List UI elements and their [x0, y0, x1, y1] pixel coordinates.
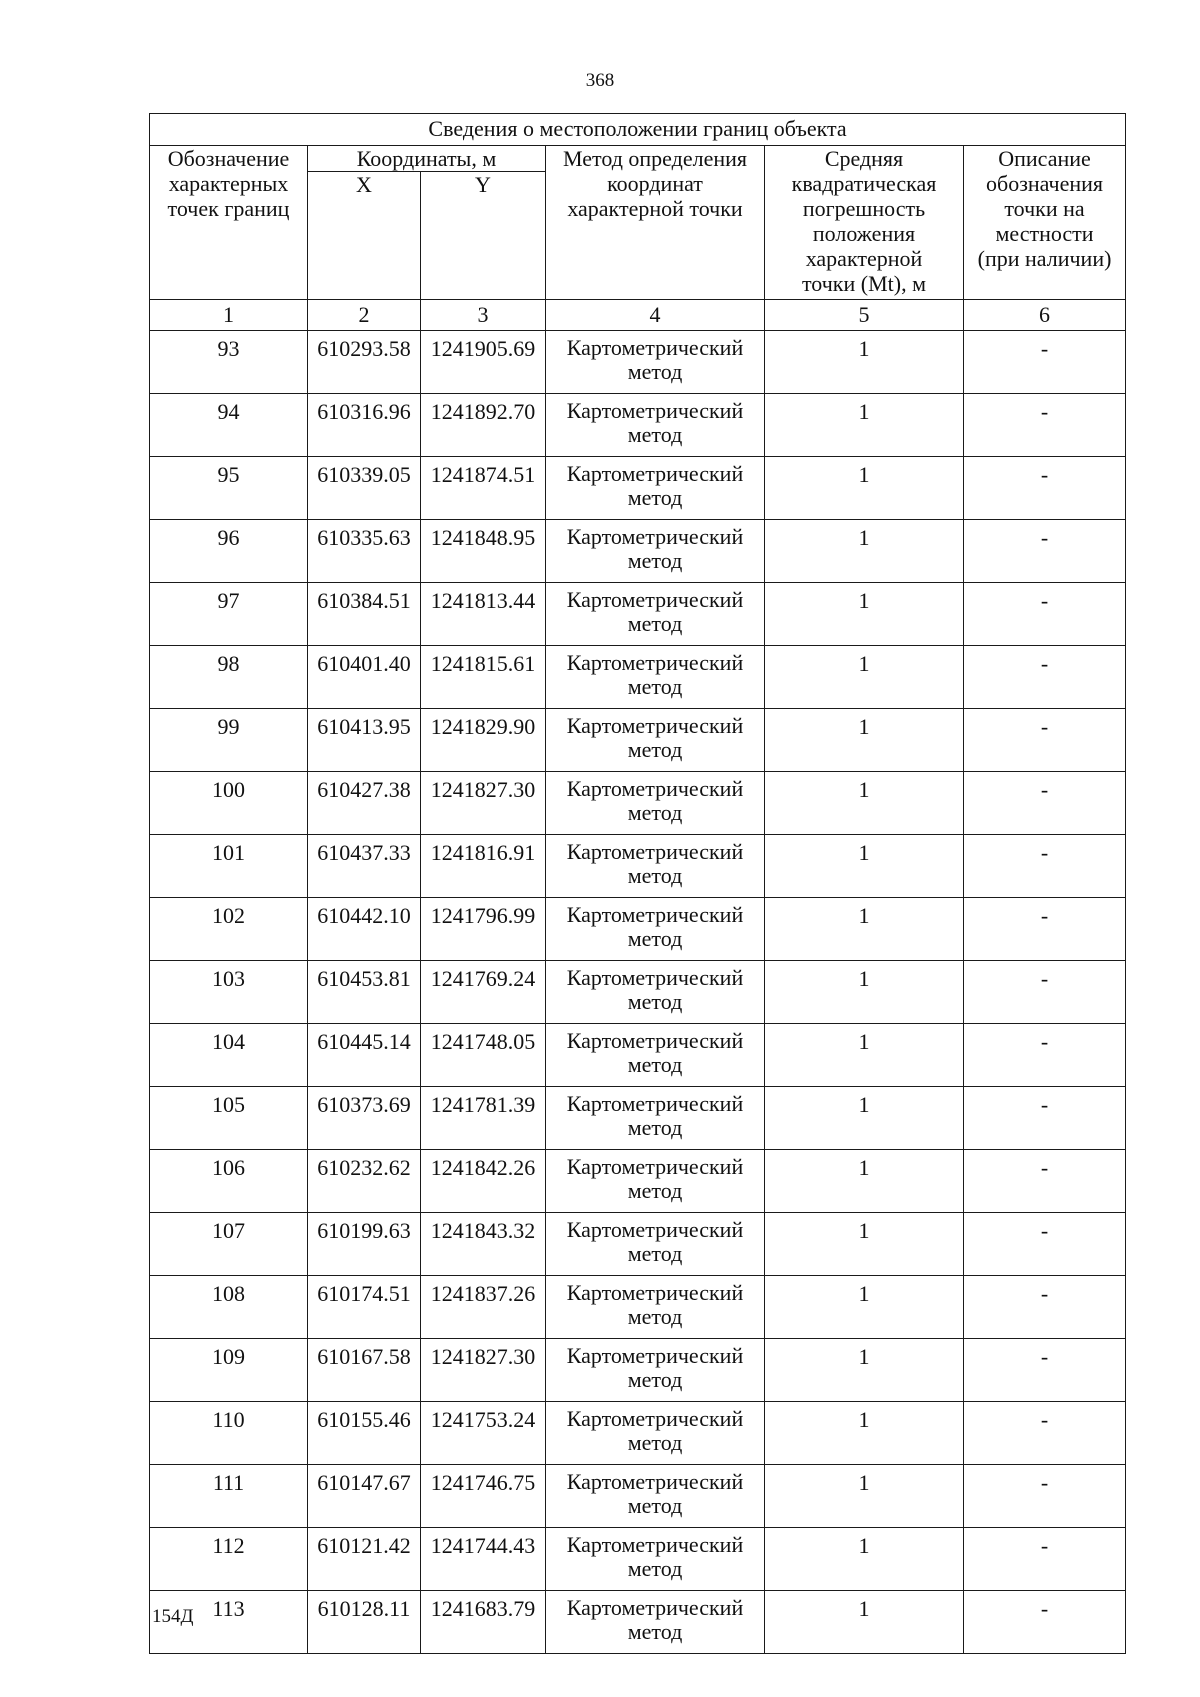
x-coordinate-cell: 610199.63 [308, 1213, 421, 1276]
method-line: Картометрический [566, 335, 744, 360]
table-row [150, 583, 1126, 646]
accuracy-cell: 1 [765, 331, 964, 394]
method-cell [546, 772, 765, 835]
method-cell [546, 457, 765, 520]
y-coordinate-cell: 1241829.90 [421, 709, 546, 772]
accuracy-cell: 1 [765, 1087, 964, 1150]
method-line: Картометрический [566, 524, 744, 549]
point-number-cell: 112 [150, 1528, 308, 1591]
method-line: Картометрический [566, 1028, 744, 1053]
method-line: метод [627, 1304, 683, 1329]
x-coordinate-cell: 610453.81 [308, 961, 421, 1024]
column-number: 6 [964, 300, 1126, 331]
table-row [150, 394, 1126, 457]
method-line: Картометрический [566, 1280, 744, 1305]
y-coordinate-cell: 1241892.70 [421, 394, 546, 457]
method-line: метод [627, 1556, 683, 1581]
description-cell: - [964, 709, 1126, 772]
method-cell [546, 1339, 765, 1402]
description-cell: - [964, 457, 1126, 520]
y-coordinate-cell: 1241827.30 [421, 772, 546, 835]
description-cell: - [964, 331, 1126, 394]
method-cell [546, 583, 765, 646]
method-line: метод [627, 1052, 683, 1077]
table-row [150, 835, 1126, 898]
method-line: метод [627, 1367, 683, 1392]
method-line: метод [627, 1430, 683, 1455]
method-line: Картометрический [566, 650, 744, 675]
y-coordinate-cell: 1241848.95 [421, 520, 546, 583]
y-coordinate-cell: 1241781.39 [421, 1087, 546, 1150]
method-cell [546, 1591, 765, 1654]
table-row [150, 961, 1126, 1024]
y-coordinate-cell: 1241748.05 [421, 1024, 546, 1087]
column-numbers-row [150, 300, 1126, 331]
y-coordinate-cell: 1241815.61 [421, 646, 546, 709]
x-coordinate-cell: 610442.10 [308, 898, 421, 961]
table-row [150, 1528, 1126, 1591]
accuracy-cell: 1 [765, 1150, 964, 1213]
table-row [150, 1150, 1126, 1213]
method-line: Картометрический [566, 1532, 744, 1557]
table-title: Сведения о местоположении границ объекта [150, 114, 1126, 146]
method-line: метод [627, 611, 683, 636]
header-accuracy: Средняя квадратическая погрешность положения характерной точки (Mt), м [765, 146, 964, 300]
x-coordinate-cell: 610427.38 [308, 772, 421, 835]
description-cell: - [964, 1465, 1126, 1528]
description-cell: - [964, 1024, 1126, 1087]
point-number-cell: 97 [150, 583, 308, 646]
method-cell [546, 898, 765, 961]
method-cell [546, 1087, 765, 1150]
method-cell [546, 331, 765, 394]
description-cell: - [964, 898, 1126, 961]
method-line: метод [627, 674, 683, 699]
x-coordinate-cell: 610445.14 [308, 1024, 421, 1087]
column-number: 3 [421, 300, 546, 331]
table-row [150, 1087, 1126, 1150]
header-point-designation: Обозначение характерных точек границ [150, 146, 308, 300]
point-number-cell: 113 [150, 1591, 308, 1654]
description-cell: - [964, 1087, 1126, 1150]
table-row [150, 1276, 1126, 1339]
description-cell: - [964, 1528, 1126, 1591]
y-coordinate-cell: 1241843.32 [421, 1213, 546, 1276]
point-number-cell: 95 [150, 457, 308, 520]
description-cell: - [964, 583, 1126, 646]
method-line: Картометрический [566, 1091, 744, 1116]
point-number-cell: 106 [150, 1150, 308, 1213]
accuracy-cell: 1 [765, 709, 964, 772]
method-line: Картометрический [566, 398, 744, 423]
method-cell [546, 1276, 765, 1339]
x-coordinate-cell: 610293.58 [308, 331, 421, 394]
page-number: 368 [585, 70, 615, 91]
description-cell: - [964, 1213, 1126, 1276]
method-line: метод [627, 1493, 683, 1518]
method-cell [546, 835, 765, 898]
x-coordinate-cell: 610413.95 [308, 709, 421, 772]
description-cell: - [964, 1150, 1126, 1213]
accuracy-cell: 1 [765, 1276, 964, 1339]
x-coordinate-cell: 610401.40 [308, 646, 421, 709]
point-number-cell: 110 [150, 1402, 308, 1465]
method-line: Картометрический [566, 776, 744, 801]
accuracy-cell: 1 [765, 1465, 964, 1528]
header-method: Метод определения координат характерной точки [546, 146, 765, 300]
y-coordinate-cell: 1241905.69 [421, 331, 546, 394]
description-cell: - [964, 1591, 1126, 1654]
table-row [150, 331, 1126, 394]
point-number-cell: 99 [150, 709, 308, 772]
accuracy-cell: 1 [765, 457, 964, 520]
method-cell [546, 394, 765, 457]
description-cell: - [964, 1276, 1126, 1339]
table-row [150, 709, 1126, 772]
x-coordinate-cell: 610437.33 [308, 835, 421, 898]
y-coordinate-cell: 1241816.91 [421, 835, 546, 898]
accuracy-cell: 1 [765, 1339, 964, 1402]
method-cell [546, 1213, 765, 1276]
method-cell [546, 1465, 765, 1528]
method-line: Картометрический [566, 902, 744, 927]
method-line: Картометрический [566, 1343, 744, 1368]
method-cell [546, 1024, 765, 1087]
method-line: метод [627, 1115, 683, 1140]
accuracy-cell: 1 [765, 646, 964, 709]
point-number-cell: 105 [150, 1087, 308, 1150]
table-row [150, 1402, 1126, 1465]
x-coordinate-cell: 610174.51 [308, 1276, 421, 1339]
table-row [150, 457, 1126, 520]
method-line: Картометрический [566, 461, 744, 486]
description-cell: - [964, 520, 1126, 583]
point-number-cell: 100 [150, 772, 308, 835]
y-coordinate-cell: 1241769.24 [421, 961, 546, 1024]
x-coordinate-cell: 610316.96 [308, 394, 421, 457]
method-line: метод [627, 1178, 683, 1203]
method-line: метод [627, 1241, 683, 1266]
description-cell: - [964, 394, 1126, 457]
y-coordinate-cell: 1241842.26 [421, 1150, 546, 1213]
point-number-cell: 96 [150, 520, 308, 583]
method-cell [546, 961, 765, 1024]
table-row [150, 1339, 1126, 1402]
method-line: Картометрический [566, 839, 744, 864]
table-row [150, 1213, 1126, 1276]
method-line: Картометрический [566, 713, 744, 738]
column-number: 2 [308, 300, 421, 331]
method-line: метод [627, 485, 683, 510]
x-coordinate-cell: 610384.51 [308, 583, 421, 646]
method-line: Картометрический [566, 1406, 744, 1431]
point-number-cell: 103 [150, 961, 308, 1024]
accuracy-cell: 1 [765, 394, 964, 457]
accuracy-cell: 1 [765, 1528, 964, 1591]
y-coordinate-cell: 1241796.99 [421, 898, 546, 961]
accuracy-cell: 1 [765, 835, 964, 898]
description-cell: - [964, 961, 1126, 1024]
method-line: метод [627, 548, 683, 573]
table-row [150, 520, 1126, 583]
column-number: 5 [765, 300, 964, 331]
method-line: метод [627, 422, 683, 447]
page-code: 154Д [152, 1606, 194, 1627]
description-cell: - [964, 835, 1126, 898]
point-number-cell: 94 [150, 394, 308, 457]
y-coordinate-cell: 1241753.24 [421, 1402, 546, 1465]
method-line: метод [627, 800, 683, 825]
x-coordinate-cell: 610155.46 [308, 1402, 421, 1465]
method-cell [546, 1402, 765, 1465]
x-coordinate-cell: 610373.69 [308, 1087, 421, 1150]
description-cell: - [964, 772, 1126, 835]
header-coordinates: Координаты, м [308, 146, 546, 172]
method-cell [546, 646, 765, 709]
y-coordinate-cell: 1241837.26 [421, 1276, 546, 1339]
y-coordinate-cell: 1241827.30 [421, 1339, 546, 1402]
description-cell: - [964, 646, 1126, 709]
y-coordinate-cell: 1241744.43 [421, 1528, 546, 1591]
header-x: X [308, 172, 421, 300]
table-row [150, 1024, 1126, 1087]
y-coordinate-cell: 1241683.79 [421, 1591, 546, 1654]
x-coordinate-cell: 610121.42 [308, 1528, 421, 1591]
method-line: Картометрический [566, 1217, 744, 1242]
table-row [150, 646, 1126, 709]
column-number: 1 [150, 300, 308, 331]
method-line: метод [627, 359, 683, 384]
header-description: Описание обозначения точки на местности (при наличии) [964, 146, 1126, 300]
description-cell: - [964, 1402, 1126, 1465]
accuracy-cell: 1 [765, 1024, 964, 1087]
method-line: метод [627, 926, 683, 951]
method-cell [546, 1528, 765, 1591]
x-coordinate-cell: 610339.05 [308, 457, 421, 520]
method-cell [546, 709, 765, 772]
accuracy-cell: 1 [765, 961, 964, 1024]
accuracy-cell: 1 [765, 520, 964, 583]
table-row [150, 772, 1126, 835]
boundary-coordinates-table [149, 113, 1126, 1654]
point-number-cell: 108 [150, 1276, 308, 1339]
column-number: 4 [546, 300, 765, 331]
method-cell [546, 1150, 765, 1213]
method-line: метод [627, 1619, 683, 1644]
method-line: метод [627, 989, 683, 1014]
x-coordinate-cell: 610335.63 [308, 520, 421, 583]
point-number-cell: 104 [150, 1024, 308, 1087]
method-line: Картометрический [566, 1595, 744, 1620]
x-coordinate-cell: 610167.58 [308, 1339, 421, 1402]
table-row [150, 898, 1126, 961]
point-number-cell: 109 [150, 1339, 308, 1402]
accuracy-cell: 1 [765, 772, 964, 835]
description-cell: - [964, 1339, 1126, 1402]
point-number-cell: 93 [150, 331, 308, 394]
y-coordinate-cell: 1241813.44 [421, 583, 546, 646]
y-coordinate-cell: 1241874.51 [421, 457, 546, 520]
point-number-cell: 98 [150, 646, 308, 709]
header-y: Y [421, 172, 546, 300]
accuracy-cell: 1 [765, 583, 964, 646]
method-line: Картометрический [566, 965, 744, 990]
accuracy-cell: 1 [765, 1402, 964, 1465]
x-coordinate-cell: 610128.11 [308, 1591, 421, 1654]
point-number-cell: 101 [150, 835, 308, 898]
x-coordinate-cell: 610147.67 [308, 1465, 421, 1528]
accuracy-cell: 1 [765, 898, 964, 961]
method-cell [546, 520, 765, 583]
method-line: Картометрический [566, 587, 744, 612]
accuracy-cell: 1 [765, 1591, 964, 1654]
method-line: Картометрический [566, 1154, 744, 1179]
accuracy-cell: 1 [765, 1213, 964, 1276]
point-number-cell: 102 [150, 898, 308, 961]
point-number-cell: 111 [150, 1465, 308, 1528]
y-coordinate-cell: 1241746.75 [421, 1465, 546, 1528]
point-number-cell: 107 [150, 1213, 308, 1276]
table-row [150, 1591, 1126, 1654]
method-line: метод [627, 863, 683, 888]
x-coordinate-cell: 610232.62 [308, 1150, 421, 1213]
method-line: метод [627, 737, 683, 762]
table-row [150, 1465, 1126, 1528]
method-line: Картометрический [566, 1469, 744, 1494]
